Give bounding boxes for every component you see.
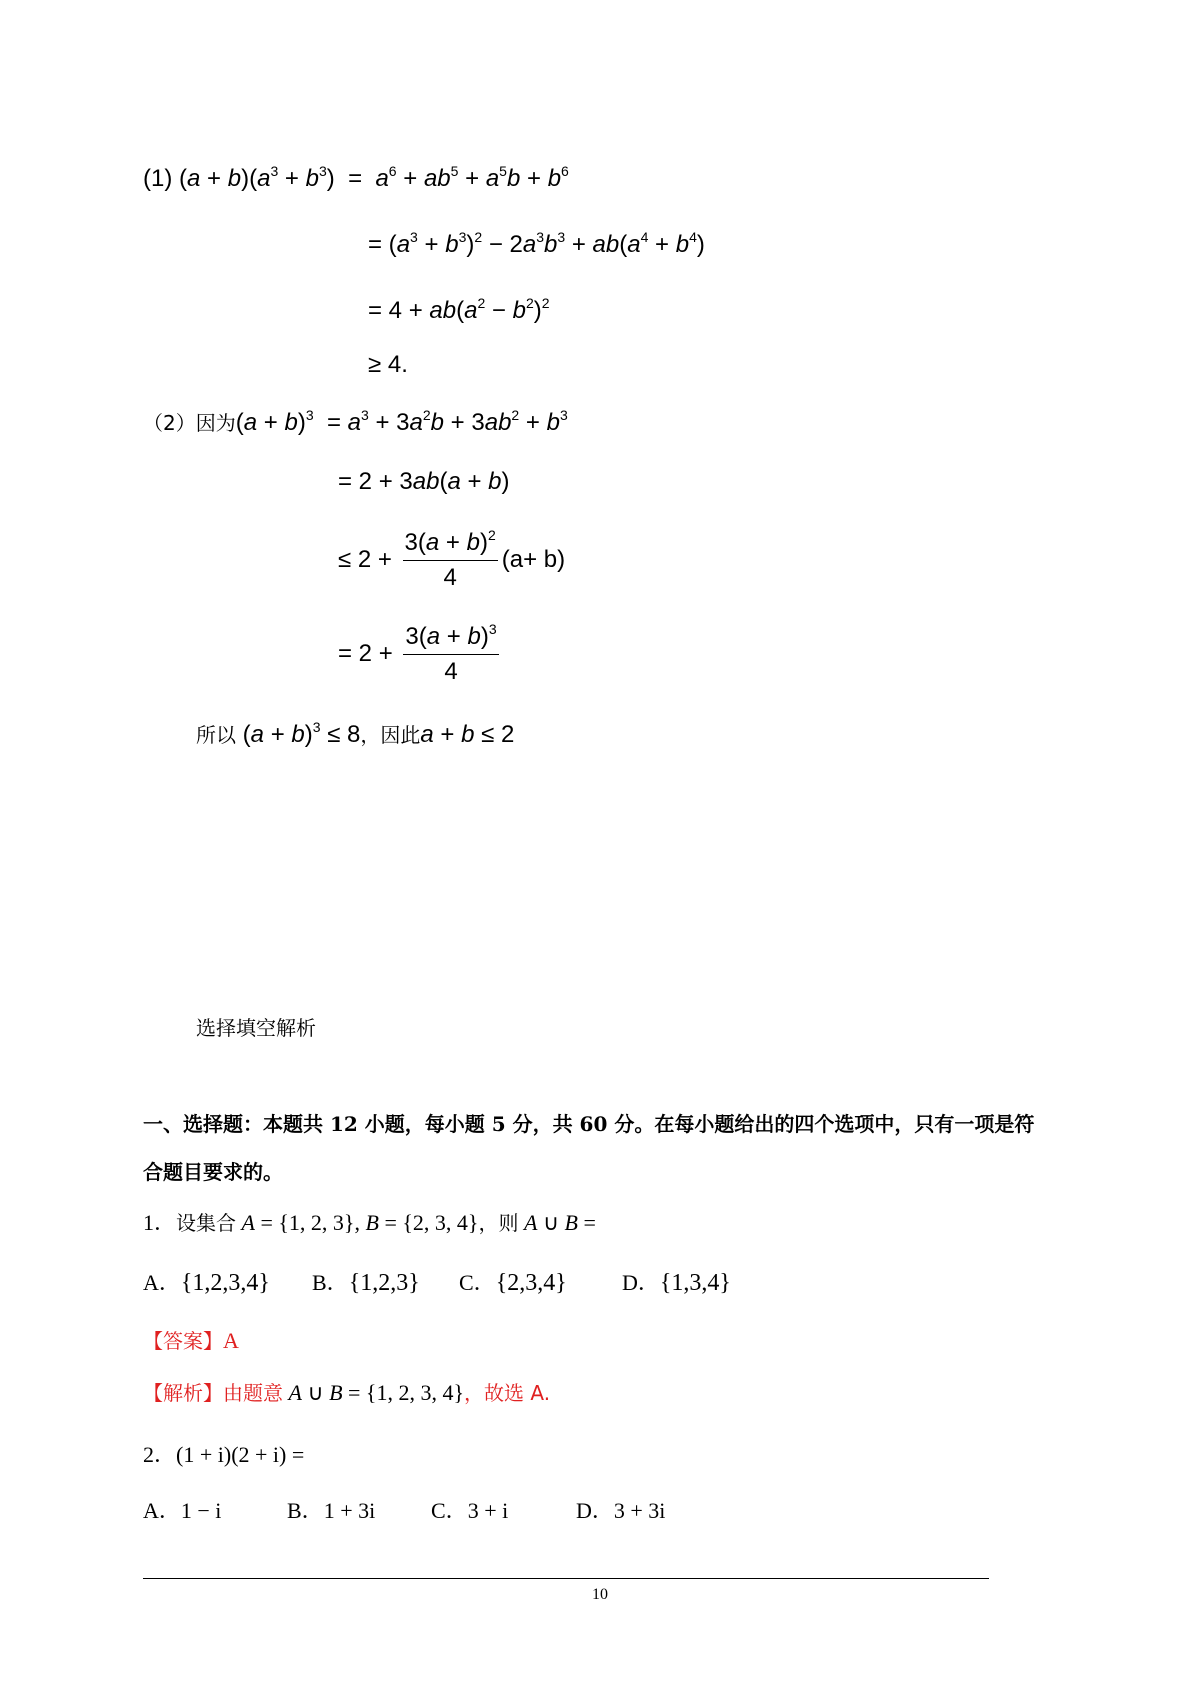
part1-label: (1)	[143, 165, 173, 192]
section-heading-line1: 一、选择题：本题共 12 小题，每小题 5 分，共 60 分。在每小题给出的四个选项中，只有一项是符	[143, 1112, 1035, 1136]
q2-option-b: B．1 + 3i	[287, 1498, 376, 1523]
fraction-1: $\frac{3(a + b)^2}{4}$	[404, 527, 496, 591]
q1-stem: 1．设集合 A = {1, 2, 3}, B = {2, 3, 4}，则 A ∪ B =	[143, 1210, 596, 1235]
q1-analysis-prefix: 由题意	[223, 1381, 283, 1405]
part1-line2: = $(a^3 + b^3)^2 - 2a^3b^3 + ab(a^4 + b^4)$	[368, 229, 705, 258]
q1-then: ，则	[478, 1211, 519, 1235]
q1-option-a: A．{1,2,3,4}	[143, 1270, 270, 1296]
q1-option-d: D．{1,3,4}	[622, 1270, 731, 1296]
q2-option-c: C．3 + i	[431, 1498, 509, 1523]
q1-number: 1．	[143, 1210, 177, 1235]
therefore-prefix: 所以	[196, 723, 236, 747]
footer-divider	[143, 1578, 989, 1579]
part2-line1: （2）因为$(a + b)^3 = a^3 + 3a^2b + 3ab^2 + b^3$	[143, 407, 568, 436]
q1-analysis: 【解析】由题意 A ∪ B = {1, 2, 3, 4}，故选 A.	[143, 1380, 551, 1405]
part1-line4: ≥ 4.	[368, 351, 408, 378]
part2-conclusion: 所以 $(a + b)^3 \le 8$，因此a + b ≤ 2	[196, 719, 515, 748]
therefore-mid: ，因此	[360, 723, 421, 747]
q1-option-c: C．{2,3,4}	[459, 1270, 567, 1296]
fraction-1-tail: (a+ b)	[501, 545, 566, 573]
q1-option-a-value: {1,2,3,4}	[180, 1270, 270, 1296]
q1-analysis-label: 【解析】	[143, 1381, 223, 1405]
q1-option-c-value: {2,3,4}	[495, 1270, 567, 1296]
q2-option-a-value: 1 − i	[180, 1498, 222, 1523]
part1-line3: = $4 + ab(a^2 - b^2)^2$	[368, 295, 550, 324]
q1-analysis-suffix: ，故选 A.	[464, 1381, 551, 1405]
section-heading-line2: 合题目要求的。	[143, 1160, 283, 1184]
part1-line1: (1) $(a + b)(a^3 + b^3) = a^6 + ab^5 + a^5b + b^6$	[143, 163, 569, 192]
q2-option-a: A．1 − i	[143, 1498, 222, 1523]
part2-line2: = 2 + 3ab(a + b)	[338, 468, 510, 495]
q1-answer	[143, 1326, 239, 1356]
q1-stem-text: 设集合	[176, 1211, 237, 1235]
q2-stem: 2．(1 + i)(2 + i) =	[143, 1442, 305, 1467]
part2-line4: = 2 + $\frac{3(a + b)^3}{4}$	[338, 621, 497, 685]
q2-option-b-value: 1 + 3i	[323, 1498, 376, 1523]
part2-label: （2）因为	[143, 411, 236, 435]
q2-option-d: D．3 + 3i	[576, 1498, 666, 1523]
page-number: 10	[592, 1586, 608, 1603]
q1-option-d-value: {1,3,4}	[659, 1270, 731, 1296]
section-title: 选择填空解析	[196, 1016, 316, 1040]
q2-option-c-value: 3 + i	[467, 1498, 509, 1523]
q1-answer-label: 【答案】	[143, 1329, 223, 1353]
q1-option-b-value: {1,2,3}	[348, 1270, 420, 1296]
fraction-2: $\frac{3(a + b)^3}{4}$	[405, 621, 497, 685]
part2-line3: ≤ 2 + $\frac{3(a + b)^2}{4}$ (a+ b)	[338, 527, 566, 591]
q1-option-b: B．{1,2,3}	[312, 1270, 420, 1296]
q1-answer-value: A	[223, 1328, 239, 1353]
q2-number: 2．	[143, 1442, 177, 1467]
q2-option-d-value: 3 + 3i	[613, 1498, 666, 1523]
